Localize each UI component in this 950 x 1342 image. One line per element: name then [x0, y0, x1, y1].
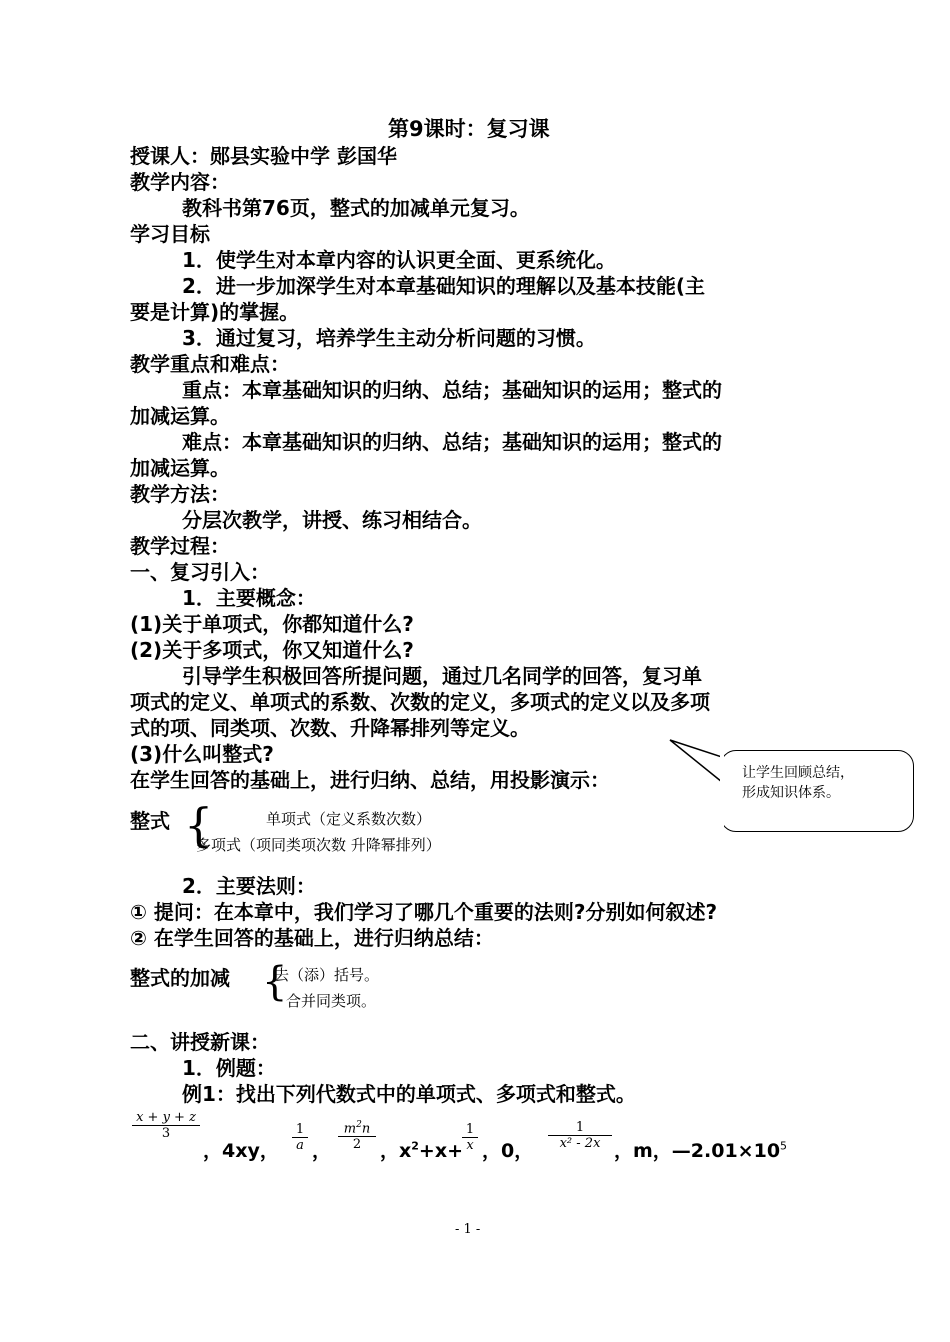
brace-icon: { [184, 798, 214, 852]
process-heading: 教学过程： [130, 534, 230, 558]
fraction-4: 1 x [462, 1122, 478, 1153]
fraction-3: $m^2n$ 2 [338, 1120, 376, 1152]
fraction-5: 1 x² - 2x [548, 1120, 612, 1151]
goals-heading: 学习目标 [130, 222, 210, 246]
summary-line: 在学生回答的基础上，进行归纳、总结，用投影演示： [130, 768, 610, 792]
term-4xy: ，4xy， [203, 1140, 279, 1162]
goal-2b: 要是计算)的掌握。 [130, 300, 300, 324]
example-1: 例1：找出下列代数式中的单项式、多项式和整式。 [182, 1082, 636, 1106]
separator: ， [312, 1140, 332, 1162]
content-text: 教科书第76页，整式的加减单元复习。 [182, 196, 530, 220]
goal-2a: 2．进一步加深学生对本章基础知识的理解以及基本技能(主 [182, 274, 706, 298]
rule-summary: ② 在学生回答的基础上，进行归纳总结： [130, 926, 494, 950]
page-title: 第9课时：复习课 [388, 117, 550, 141]
method-heading: 教学方法： [130, 482, 230, 506]
rule-combine: 合并同类项。 [286, 992, 377, 1010]
guide-b: 项式的定义、单项式的系数、次数的定义，多项式的定义以及多项 [130, 690, 710, 714]
rule-paren: 去（添）括号。 [274, 966, 380, 984]
page-number: - 1 - [455, 1222, 481, 1237]
difficulty-b: 加减运算。 [130, 456, 230, 480]
monomial-item: 单项式（定义系数次数） [266, 810, 432, 828]
rule-question: ① 提问：在本章中，我们学习了哪几个重要的法则?分别如何叙述? [130, 900, 718, 924]
content-heading: 教学内容： [130, 170, 230, 194]
polynomial-item: 多项式（项同类项次数 升降幂排列） [196, 836, 441, 854]
fraction-2: 1 a [292, 1122, 308, 1153]
example-heading: 1．例题： [182, 1056, 276, 1080]
question-2: (2)关于多项式，你又知道什么? [130, 638, 414, 662]
rules-heading: 2．主要法则： [182, 874, 316, 898]
addsub-label: 整式的加减 [130, 966, 230, 990]
goal-3: 3．通过复习，培养学生主动分析问题的习惯。 [182, 326, 596, 350]
term-x-squared: ，$x^2+x+$ [380, 1139, 464, 1162]
key-point-b: 加减运算。 [130, 404, 230, 428]
brace-icon: { [262, 959, 288, 1005]
fraction-1: x + y + z 3 [132, 1110, 200, 1141]
keys-heading: 教学重点和难点： [130, 352, 290, 376]
callout-text [742, 763, 854, 803]
callout-line-2: 形成知识体系。 [742, 785, 840, 801]
guide-c: 式的项、同类项、次数、升降幂排列等定义。 [130, 716, 530, 740]
difficulty-a: 难点：本章基础知识的归纳、总结；基础知识的运用；整式的 [182, 430, 722, 454]
guide-a: 引导学生积极回答所提问题，通过几名同学的回答，复习单 [182, 664, 702, 688]
zhengshi-label: 整式 [130, 809, 170, 833]
teacher-line: 授课人：郧县实验中学 彭国华 [130, 144, 397, 168]
goal-1: 1．使学生对本章内容的认识更全面、更系统化。 [182, 248, 616, 272]
concepts-heading: 1．主要概念： [182, 586, 316, 610]
method-text: 分层次教学，讲授、练习相结合。 [182, 508, 482, 532]
question-3: (3)什么叫整式? [130, 742, 274, 766]
key-point-a: 重点：本章基础知识的归纳、总结；基础知识的运用；整式的 [182, 378, 722, 402]
term-zero: ，0， [482, 1140, 534, 1162]
callout-line-1: 让学生回顾总结， [742, 765, 854, 781]
question-1: (1)关于单项式，你都知道什么? [130, 612, 414, 636]
section-1-heading: 一、复习引入： [130, 560, 270, 584]
section-2-heading: 二、讲授新课： [130, 1030, 270, 1054]
term-m-and-number: ，m，$—2.01\times 10^5$ [614, 1139, 788, 1162]
